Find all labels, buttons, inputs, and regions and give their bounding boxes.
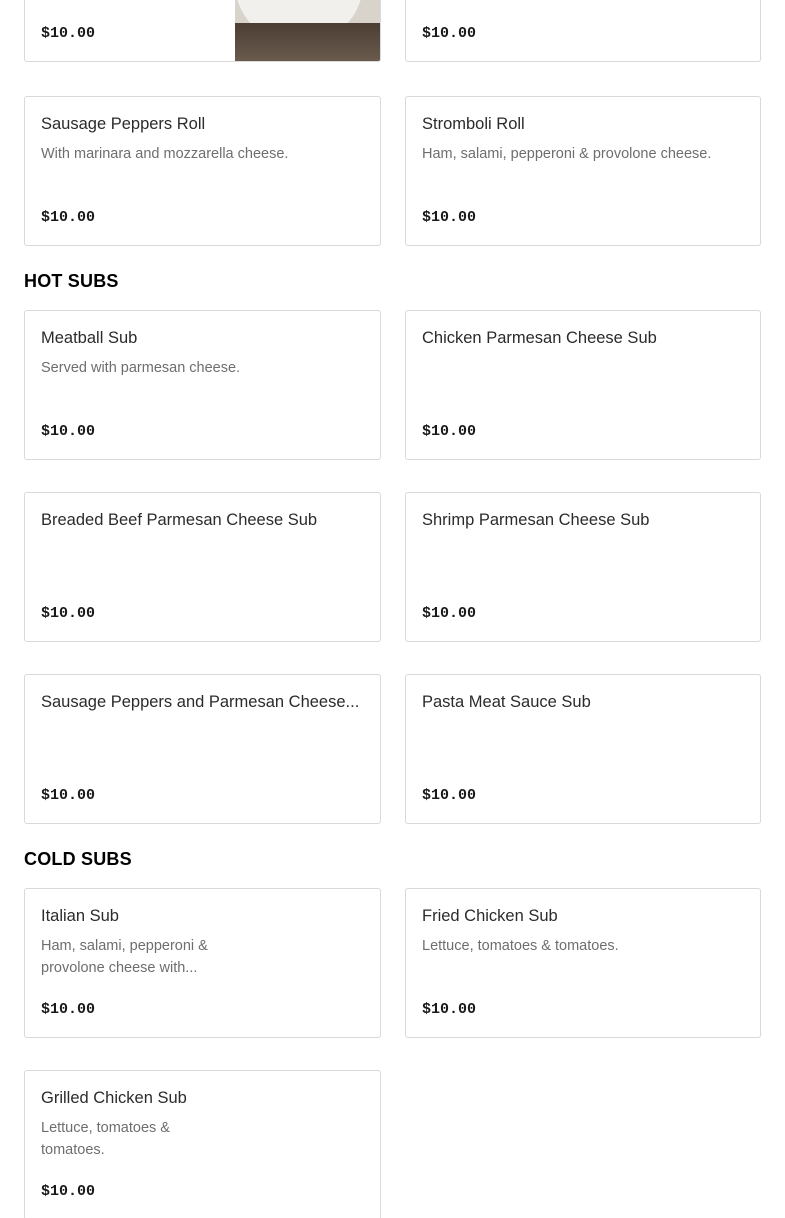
menu-item-card[interactable] bbox=[24, 1070, 381, 1218]
menu-item-card[interactable] bbox=[405, 0, 761, 62]
menu-item-card[interactable] bbox=[405, 96, 761, 246]
item-description bbox=[422, 935, 619, 957]
item-description: Served with parmesan cheese. bbox=[41, 360, 241, 376]
item-name: Shrimp Parmesan Cheese Sub bbox=[422, 511, 650, 529]
item-description: Ham, salami, pepperoni & provolone cheese. bbox=[422, 146, 712, 162]
item-name: Chicken Parmesan Cheese Sub bbox=[422, 329, 657, 347]
item-name: Pasta Meat Sauce Sub bbox=[422, 693, 591, 711]
item-description-line: Lettuce, tomatoes & tomatoes. bbox=[422, 938, 619, 954]
item-name: Sausage Peppers and Parmesan Cheese... bbox=[41, 693, 360, 711]
item-price: $10.00 bbox=[41, 423, 96, 440]
item-description: With marinara and mozzarella cheese. bbox=[41, 146, 289, 162]
menu-item-card[interactable] bbox=[405, 492, 761, 642]
item-description-line: provolone cheese with... bbox=[41, 960, 198, 976]
menu-item-card[interactable] bbox=[24, 674, 381, 824]
item-price: $10.00 bbox=[422, 423, 477, 440]
menu-item-card[interactable] bbox=[24, 492, 381, 642]
item-description bbox=[41, 935, 208, 979]
item-description-line: Lettuce, tomatoes & bbox=[41, 1120, 170, 1136]
menu-item-card[interactable] bbox=[24, 0, 381, 62]
section-title-hot-subs: HOT SUBS bbox=[24, 271, 119, 291]
item-price: $10.00 bbox=[41, 1001, 96, 1018]
item-price: $10.00 bbox=[41, 209, 96, 226]
item-price: $10.00 bbox=[41, 1183, 96, 1200]
item-name: Italian Sub bbox=[41, 907, 119, 925]
menu-item-card[interactable] bbox=[24, 888, 381, 1038]
item-photo bbox=[235, 0, 380, 61]
item-name: Fried Chicken Sub bbox=[422, 907, 558, 925]
item-price: $10.00 bbox=[422, 605, 477, 622]
item-price: $10.00 bbox=[41, 25, 96, 42]
item-name: Meatball Sub bbox=[41, 329, 138, 347]
item-description-line: Ham, salami, pepperoni & bbox=[41, 938, 208, 954]
item-name: Stromboli Roll bbox=[422, 115, 525, 133]
item-name: Sausage Peppers Roll bbox=[41, 115, 206, 133]
section-title-cold-subs: COLD SUBS bbox=[24, 849, 132, 869]
item-price: $10.00 bbox=[422, 209, 477, 226]
menu-item-card[interactable] bbox=[405, 888, 761, 1038]
item-price: $10.00 bbox=[422, 1001, 477, 1018]
item-price: $10.00 bbox=[41, 605, 96, 622]
item-description bbox=[41, 1117, 170, 1161]
menu-item-card[interactable] bbox=[405, 310, 761, 460]
item-description-line: tomatoes. bbox=[41, 1142, 105, 1158]
menu-item-card[interactable] bbox=[24, 96, 381, 246]
item-price: $10.00 bbox=[41, 787, 96, 804]
menu-item-card[interactable] bbox=[405, 674, 761, 824]
item-price: $10.00 bbox=[422, 25, 477, 42]
item-name: Grilled Chicken Sub bbox=[41, 1089, 187, 1107]
item-price: $10.00 bbox=[422, 787, 477, 804]
item-name: Breaded Beef Parmesan Cheese Sub bbox=[41, 511, 318, 529]
menu-item-card[interactable] bbox=[24, 310, 381, 460]
